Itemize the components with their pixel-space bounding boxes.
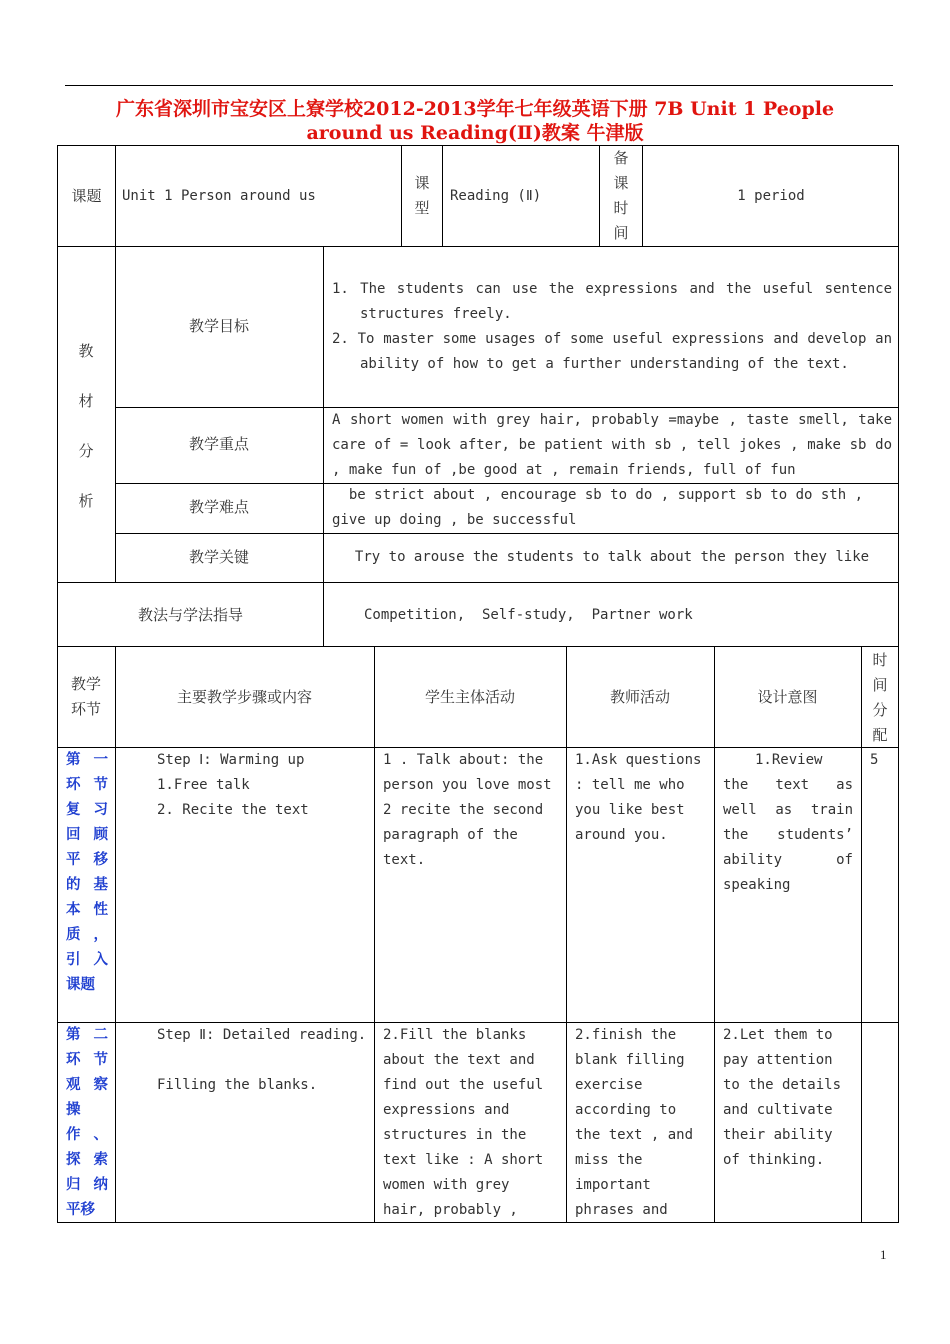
prep-time-label: 备课时间	[613, 149, 629, 242]
topic-value: Unit 1 Person around us	[122, 188, 316, 204]
stage-1: 第一环节复习回顾平移的基本性质，引入课题	[66, 752, 108, 993]
student-activity-1: 1 . Talk about: the person you love most 2 recite the second paragraph of the text.	[383, 752, 552, 868]
document-title-line-2: around us Reading(Ⅱ)教案 牛津版	[306, 122, 644, 144]
goals-label: 教学目标	[188, 317, 249, 335]
step-1-line-1: Step Ⅰ: Warming up	[157, 752, 305, 768]
difficult-points-label: 教学难点	[188, 498, 249, 516]
step-1-line-2: 1.Free talk	[157, 777, 250, 793]
type-label: 课型	[414, 174, 430, 217]
key-points-text: A short women with grey hair, probably =maybe , taste smell, take care of = look after, be patient with sb , tell jokes , make sb do , make fun of ,be good at , remain friends, full of fun	[332, 412, 892, 478]
header-rule	[65, 85, 893, 86]
difficult-points-text: be strict about , encourage sb to do , support sb to do sth , give up doing , be successful	[332, 487, 872, 528]
step-2-line-2: Filling the blanks.	[157, 1077, 318, 1093]
design-intent-1: 1.Review the text as well as train the students’ ability of speaking	[723, 752, 853, 893]
teaching-key-text: Try to arouse the students to talk about the person they like	[354, 549, 870, 565]
teacher-activity-1: 1.Ask questions : tell me who you like best around you.	[575, 752, 702, 843]
header-time-allocation: 时间分配	[872, 651, 888, 744]
header-teacher-activity: 教师活动	[609, 688, 670, 706]
header-student-activity: 学生主体活动	[424, 688, 515, 706]
design-intent-2: 2.Let them to pay attention to the details and cultivate their ability of thinking.	[723, 1027, 842, 1168]
header-steps: 主要教学步骤或内容	[176, 688, 312, 706]
lesson-info-table	[57, 145, 899, 647]
teacher-activity-2: 2.finish the blank filling exercise according to the text , and miss the important phrases and	[575, 1027, 694, 1218]
goals-item-1: 1. The students can use the expressions and the useful sentence structures freely.	[332, 281, 892, 322]
type-value: Reading (Ⅱ)	[450, 188, 542, 204]
student-activity-2: 2.Fill the blanks about the text and find out the useful expressions and structures in the text like : A short women with grey hair, probably ,	[383, 1027, 544, 1218]
time-allocation-1: 5	[870, 752, 879, 768]
stage-2: 第二环节观察操作、探索归纳平移	[66, 1027, 108, 1218]
goals-item-2: 2. To master some usages of some useful expressions and develop an ability of how to get a further understanding of the text.	[332, 331, 892, 372]
page-number: 1	[880, 1247, 887, 1262]
step-2-line-1: Step Ⅱ: Detailed reading.	[157, 1027, 367, 1043]
header-stage: 教学环节	[70, 675, 101, 718]
step-1-line-3: 2. Recite the text	[157, 802, 309, 818]
prep-time-value: 1 period	[737, 188, 805, 204]
material-analysis-label: 教材分析	[78, 342, 94, 510]
method-label: 教法与学法指导	[137, 606, 243, 624]
key-points-label: 教学重点	[188, 435, 249, 453]
method-value: Competition, Self-study, Partner work	[364, 607, 693, 623]
teaching-key-label: 教学关键	[188, 548, 249, 566]
teaching-steps-table	[57, 647, 899, 1223]
header-design-intent: 设计意图	[757, 688, 818, 706]
topic-label: 课题	[71, 187, 102, 205]
document-title-line-1: 广东省深圳市宝安区上寮学校2012-2013学年七年级英语下册 7B Unit 1 People	[115, 98, 835, 120]
